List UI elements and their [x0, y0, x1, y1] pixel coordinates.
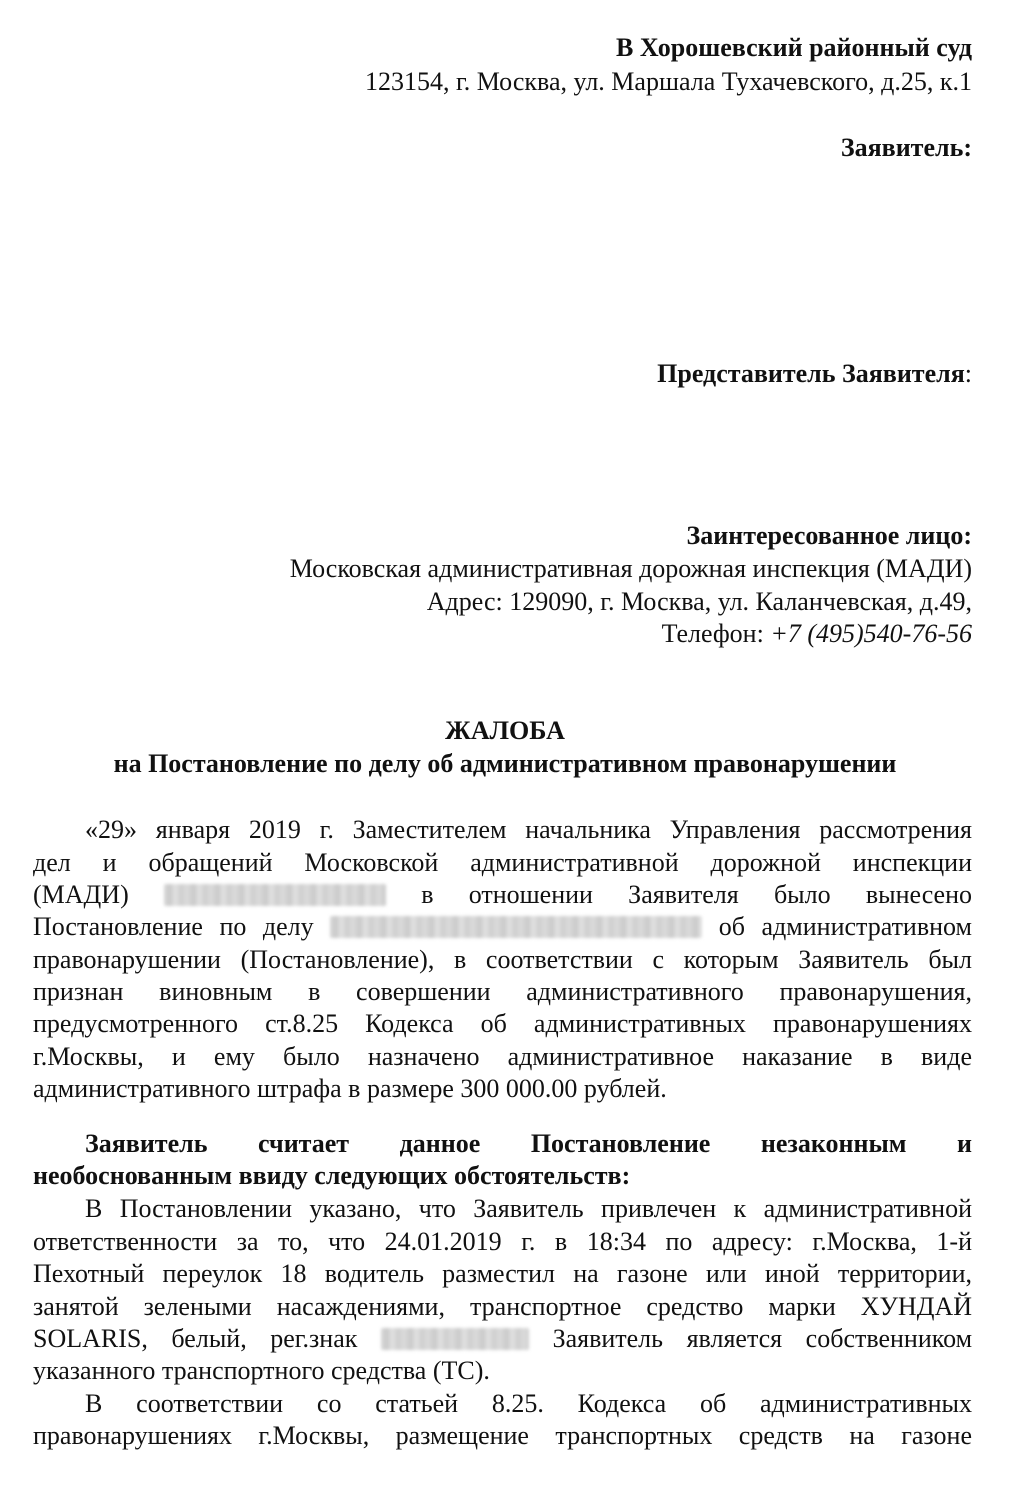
p2-line-6: указанного транспортного средства (ТС).	[33, 1356, 490, 1385]
p2-line-5-start: SOLARIS, белый, рег.знак	[33, 1324, 358, 1353]
p3-line-1: В соответствии со статьей 8.25. Кодекса об административных	[85, 1389, 972, 1418]
redacted-name	[164, 884, 386, 906]
interested-party-name: Московская административная дорожная инспекция (МАДИ)	[289, 554, 972, 583]
claim-heading-line-2: необоснованным ввиду следующих обстоятельств:	[33, 1161, 631, 1190]
representative-line	[657, 358, 972, 390]
p1-line-5: правонарушении (Постановление), в соответствии с которым Заявитель был	[33, 945, 972, 974]
phone-line	[662, 618, 972, 650]
document-title: ЖАЛОБА	[445, 716, 565, 745]
representative-label: Представитель Заявителя	[657, 359, 965, 388]
document-subtitle: на Постановление по делу об административном правонарушении	[113, 749, 897, 778]
phone-label: Телефон:	[661, 619, 771, 648]
interested-party-address: Адрес: 129090, г. Москва, ул. Каланчевская, д.49,	[426, 587, 972, 616]
p1-line-6: признан виновным в совершении административного правонарушения,	[33, 977, 972, 1006]
p1-line-3-start: (МАДИ)	[33, 880, 129, 909]
interested-party-label: Заинтересованное лицо:	[686, 521, 972, 550]
p2-line-4: занятой зелеными насаждениями, транспортное средство марки ХУНДАЙ	[33, 1292, 972, 1321]
p2-line-1: В Постановлении указано, что Заявитель привлечен к административной	[85, 1194, 972, 1223]
p1-line-1: «29» января 2019 г. Заместителем начальника Управления рассмотрения	[85, 815, 972, 844]
p1-line-4-start: Постановление по делу	[33, 912, 314, 941]
p2-line-5-end: Заявитель является собственником	[552, 1324, 972, 1353]
phone-value: +7 (495)540-76-56	[770, 619, 972, 648]
applicant-label: Заявитель:	[840, 133, 972, 162]
p1-line-4-end: об административном	[718, 912, 972, 941]
redacted-plate-number	[381, 1328, 529, 1350]
redacted-case-number	[330, 916, 702, 938]
p3-line-2: правонарушениях г.Москвы, размещение транспортных средств на газоне	[33, 1421, 972, 1450]
p1-line-3	[33, 879, 972, 911]
p1-line-9: административного штрафа в размере 300 000.00 рублей.	[33, 1074, 667, 1103]
p2-line-2: ответственности за то, что 24.01.2019 г. в 18:34 по адресу: г.Москва, 1-й	[33, 1227, 972, 1256]
p1-line-2: дел и обращений Московской административной дорожной инспекции	[33, 848, 972, 877]
court-address: 123154, г. Москва, ул. Маршала Тухачевского, д.25, к.1	[364, 67, 972, 96]
claim-heading-line-1: Заявитель считает данное Постановление незаконным и	[85, 1129, 972, 1158]
court-name: В Хорошевский районный суд	[615, 33, 972, 62]
p1-line-3-end: в отношении Заявителя было вынесено	[421, 880, 972, 909]
representative-colon: :	[964, 359, 972, 388]
p2-line-3: Пехотный переулок 18 водитель разместил на газоне или иной территории,	[33, 1259, 972, 1288]
p2-line-5	[33, 1323, 972, 1355]
p1-line-8: г.Москвы, и ему было назначено административное наказание в виде	[33, 1042, 972, 1071]
p1-line-4	[33, 911, 972, 943]
p1-line-7: предусмотренного ст.8.25 Кодекса об административных правонарушениях	[33, 1009, 972, 1038]
